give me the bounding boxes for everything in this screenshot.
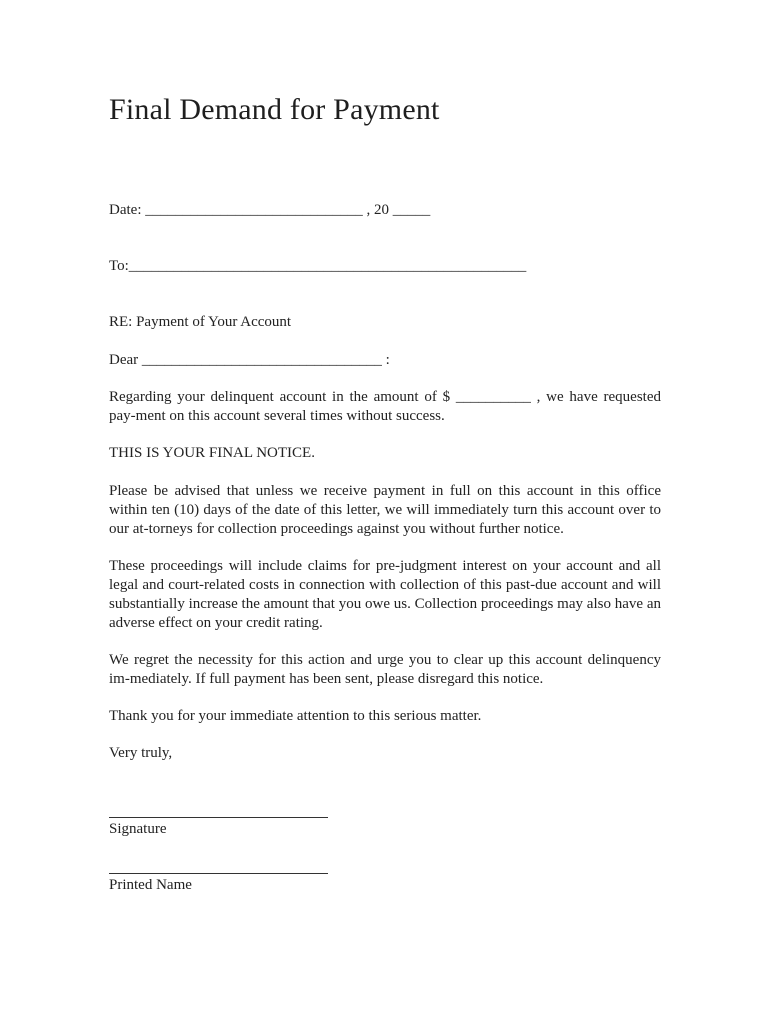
signature-label: Signature (109, 821, 167, 837)
date-line: Date: _____________________________ , 20 _____ (109, 202, 431, 218)
amount-paragraph: Regarding your delinquent account in the amount of $ __________ , we have requested pay-ment on this account several times without success. (109, 389, 661, 424)
closing-line: Very truly, (109, 745, 173, 761)
subject-line: RE: Payment of Your Account (109, 314, 292, 330)
printed-name-label: Printed Name (109, 877, 192, 893)
thanks-paragraph: Thank you for your immediate attention to this serious matter. (109, 708, 482, 724)
final-notice-paragraph: THIS IS YOUR FINAL NOTICE. (109, 445, 315, 461)
document-title: Final Demand for Payment (109, 93, 440, 126)
salutation-line: Dear ________________________________ : (109, 352, 390, 368)
regret-paragraph: We regret the necessity for this action and urge you to clear up this account delinquency im-mediately. If full payment has been sent, please disregard this notice. (109, 652, 661, 687)
proceedings-paragraph: These proceedings will include claims for pre-judgment interest on your account and all legal and court-related costs in connection with collection of this past-due account and will substantially increase the amount that you owe us. Collection proceedings may also have an adverse effect on your credit rating. (109, 558, 661, 631)
advisory-paragraph: Please be advised that unless we receive payment in full on this account in this office within ten (10) days of the date of this letter, we will immediately turn this account over to our at-torneys for collection proceedings against you without further notice. (109, 483, 661, 537)
signature-rule (109, 817, 328, 818)
recipient-line: To:_____________________________________________________ (109, 258, 527, 274)
printed-name-rule (109, 873, 328, 874)
